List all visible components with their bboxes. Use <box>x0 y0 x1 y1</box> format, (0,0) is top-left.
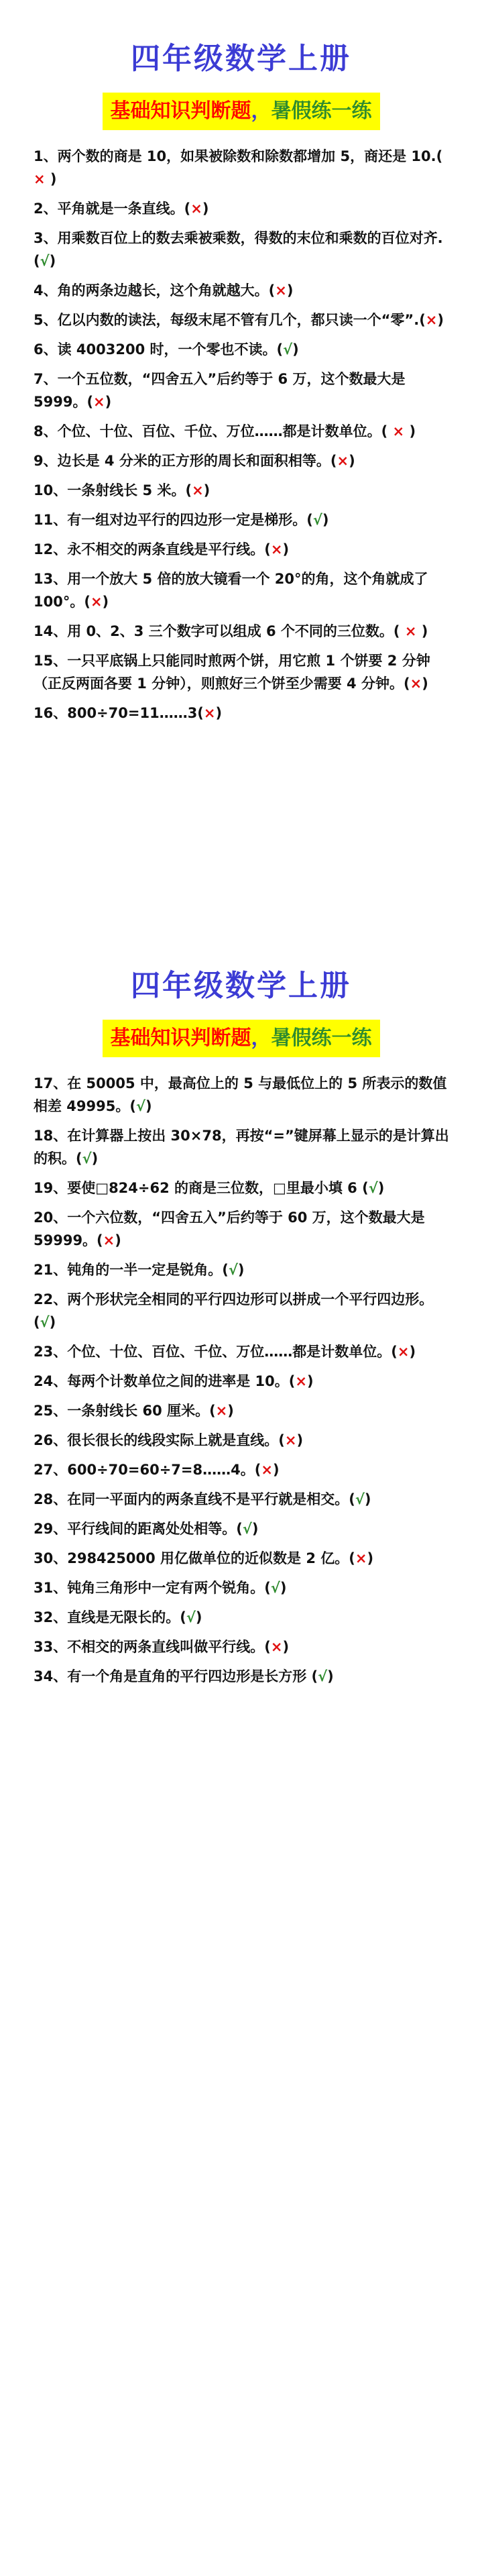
closing-paren: ) <box>306 1373 314 1389</box>
question-text: 16、800÷70=11……3( <box>34 705 204 721</box>
answer-cross-mark: × <box>93 394 105 410</box>
question-text: 32、直线是无限长的。( <box>34 1609 186 1625</box>
question-text: 7、一个五位数，“四舍五入”后约等于 6 万，这个数最大是 5999。( <box>34 371 406 410</box>
closing-paren: ) <box>195 1609 202 1625</box>
question-text: 10、一条射线长 5 米。( <box>34 482 192 498</box>
subtitle <box>103 1020 380 1057</box>
question-text: 3、用乘数百位上的数去乘被乘数，得数的末位和乘数的百位对齐.( <box>34 230 443 269</box>
question-item <box>34 1488 453 1511</box>
closing-paren: ) <box>421 623 428 639</box>
question-item <box>34 1429 453 1452</box>
answer-cross-mark: × <box>215 1403 228 1419</box>
subtitle-separator: ， <box>251 99 272 123</box>
closing-paren: ) <box>282 541 290 557</box>
closing-paren: ) <box>364 1491 371 1507</box>
answer-cross-mark: × <box>203 705 216 721</box>
answer-check-mark: √ <box>312 512 322 528</box>
answer-check-mark: √ <box>283 341 293 358</box>
question-text: 28、在同一平面内的两条直线不是平行就是相交。( <box>34 1491 355 1507</box>
question-item <box>34 1399 453 1422</box>
closing-paren: ) <box>349 453 355 469</box>
question-text: 21、钝角的一半一定是锐角。( <box>34 1262 229 1278</box>
closing-paren: ) <box>145 1098 152 1114</box>
question-text: 30、298425000 用亿做单位的近似数是 2 亿。( <box>34 1550 355 1566</box>
closing-paren: ) <box>105 394 112 410</box>
answer-check-mark: √ <box>355 1491 365 1507</box>
answer-check-mark: √ <box>318 1668 328 1684</box>
answer-check-mark: √ <box>40 1314 50 1330</box>
question-text: 20、一个六位数，“四舍五入”后约等于 60 万，这个数最大是 59999。( <box>34 1210 425 1248</box>
question-text: 5、亿以内数的读法，每级末尾不管有几个，都只读一个“零”.( <box>34 312 426 328</box>
answer-cross-mark: × <box>190 201 202 217</box>
question-item <box>34 1258 453 1281</box>
question-text: 2、平角就是一条直线。( <box>34 201 191 217</box>
answer-cross-mark: × <box>270 541 283 557</box>
answer-check-mark: √ <box>82 1150 92 1167</box>
answer-cross-mark: × <box>275 282 287 299</box>
closing-paren: ) <box>327 1668 334 1684</box>
question-text: 4、角的两条边越长，这个角就越大。( <box>34 282 276 299</box>
question-text: 29、平行线间的距离处处相等。( <box>34 1521 243 1537</box>
answer-check-mark: √ <box>228 1262 238 1278</box>
answer-cross-mark: × <box>34 171 50 187</box>
question-text: 26、很长很长的线段实际上就是直线。( <box>34 1432 285 1448</box>
question-text: 12、永不相交的两条直线是平行线。( <box>34 541 271 557</box>
question-text: 19、要使□824÷62 的商是三位数，□里最小填 6 ( <box>34 1180 369 1196</box>
closing-paren: ) <box>50 171 57 187</box>
question-text: 15、一只平底锅上只能同时煎两个饼，用它煎 1 个饼要 2 分钟（正反两面各要 1 分钟），则煎好三个饼至少需要 4 分钟。( <box>34 653 430 692</box>
closing-paren: ) <box>272 1462 280 1478</box>
answer-check-mark: √ <box>40 253 50 269</box>
question-text: 24、每两个计数单位之间的进率是 10。( <box>34 1373 296 1389</box>
answer-check-mark: √ <box>186 1609 196 1625</box>
question-item <box>34 197 453 220</box>
answer-check-mark: √ <box>135 1098 145 1114</box>
closing-paren: ) <box>367 1550 374 1566</box>
subtitle <box>103 93 380 130</box>
answer-cross-mark: × <box>90 594 103 610</box>
question-text: 13、用一个放大 5 倍的放大镜看一个 20°的角，这个角就成了 100°。( <box>34 571 428 610</box>
question-item <box>34 1072 453 1118</box>
question-item <box>34 1340 453 1363</box>
question-text: 23、个位、十位、百位、千位、万位……都是计数单位。( <box>34 1344 398 1360</box>
question-text: 27、600÷70=60÷7=8……4。( <box>34 1462 261 1478</box>
question-text: 18、在计算器上按出 30×78，再按“=”键屏幕上显示的是计算出的积。( <box>34 1128 449 1167</box>
question-item <box>34 649 453 695</box>
answer-cross-mark: × <box>337 453 349 469</box>
closing-paren: ) <box>409 1344 416 1360</box>
answer-cross-mark: × <box>400 623 422 639</box>
question-item <box>34 1576 453 1599</box>
closing-paren: ) <box>437 312 444 328</box>
question-item <box>34 1458 453 1481</box>
closing-paren: ) <box>215 705 223 721</box>
closing-paren: ) <box>237 1262 245 1278</box>
question-text: 31、钝角三角形中一定有两个锐角。( <box>34 1580 271 1596</box>
question-item <box>34 309 453 331</box>
question-text: 33、不相交的两条直线叫做平行线。( <box>34 1639 271 1655</box>
answer-cross-mark: × <box>387 423 410 439</box>
question-list <box>0 145 482 724</box>
question-item <box>34 227 453 272</box>
closing-paren: ) <box>422 676 428 692</box>
question-text: 6、读 4003200 时，一个零也不读。( <box>34 341 284 358</box>
worksheet-section-2 <box>0 966 482 1695</box>
closing-paren: ) <box>49 1314 56 1330</box>
question-item <box>34 145 453 191</box>
closing-paren: ) <box>251 1521 259 1537</box>
question-item <box>34 1177 453 1199</box>
question-item <box>34 449 453 472</box>
subtitle-part2: 暑假练一练 <box>271 1026 372 1050</box>
worksheet-title: 四年级数学上册 <box>131 969 351 1003</box>
answer-cross-mark: × <box>295 1373 307 1389</box>
worksheet-section-1 <box>0 39 482 731</box>
question-item <box>34 1124 453 1170</box>
question-item <box>34 1206 453 1252</box>
closing-paren: ) <box>280 1580 287 1596</box>
answer-cross-mark: × <box>397 1344 410 1360</box>
question-item <box>34 508 453 531</box>
closing-paren: ) <box>102 594 109 610</box>
answer-cross-mark: × <box>270 1639 283 1655</box>
question-item <box>34 1370 453 1393</box>
subtitle-part1: 基础知识判断题 <box>110 1026 251 1050</box>
answer-check-mark: √ <box>242 1521 252 1537</box>
question-item <box>34 420 453 443</box>
subtitle-banner <box>0 1020 482 1057</box>
question-text: 34、有一个角是直角的平行四边形是长方形 ( <box>34 1668 318 1684</box>
question-item <box>34 1288 453 1334</box>
answer-cross-mark: × <box>103 1232 115 1248</box>
question-item <box>34 1665 453 1688</box>
subtitle-banner <box>0 93 482 130</box>
question-list <box>0 1072 482 1688</box>
question-item <box>34 538 453 561</box>
subtitle-part2: 暑假练一练 <box>271 99 372 123</box>
closing-paren: ) <box>91 1150 99 1167</box>
question-text: 1、两个数的商是 10，如果被除数和除数都增加 5，商还是 10.( <box>34 148 443 164</box>
closing-paren: ) <box>322 512 329 528</box>
question-text: 11、有一组对边平行的四边形一定是梯形。( <box>34 512 313 528</box>
question-item <box>34 568 453 613</box>
closing-paren: ) <box>282 1639 290 1655</box>
subtitle-separator: ， <box>251 1026 272 1050</box>
answer-cross-mark: × <box>410 676 422 692</box>
closing-paren: ) <box>203 482 210 498</box>
answer-cross-mark: × <box>355 1550 367 1566</box>
answer-check-mark: √ <box>368 1180 378 1196</box>
question-item <box>34 279 453 302</box>
question-item <box>34 702 453 724</box>
closing-paren: ) <box>296 1432 304 1448</box>
worksheet-title: 四年级数学上册 <box>131 42 351 76</box>
question-text: 14、用 0、2、3 三个数字可以组成 6 个不同的三位数。( <box>34 623 400 639</box>
closing-paren: ) <box>227 1403 234 1419</box>
closing-paren: ) <box>49 253 56 269</box>
closing-paren: ) <box>377 1180 385 1196</box>
subtitle-part1: 基础知识判断题 <box>110 99 251 123</box>
question-text: 8、个位、十位、百位、千位、万位……都是计数单位。( <box>34 423 388 439</box>
closing-paren: ) <box>115 1232 121 1248</box>
closing-paren: ) <box>292 341 299 358</box>
question-item <box>34 1547 453 1570</box>
question-text: 17、在 50005 中，最高位上的 5 与最低位上的 5 所表示的数值相差 49995。( <box>34 1075 447 1114</box>
question-item <box>34 1606 453 1629</box>
question-item <box>34 368 453 413</box>
question-item <box>34 1635 453 1658</box>
question-text: 9、边长是 4 分米的正方形的周长和面积相等。( <box>34 453 337 469</box>
answer-check-mark: √ <box>270 1580 280 1596</box>
closing-paren: ) <box>202 201 209 217</box>
question-text: 22、两个形状完全相同的平行四边形可以拼成一个平行四边形。( <box>34 1291 434 1330</box>
answer-cross-mark: × <box>425 312 438 328</box>
question-item <box>34 620 453 643</box>
question-item <box>34 479 453 502</box>
answer-cross-mark: × <box>284 1432 297 1448</box>
closing-paren: ) <box>286 282 294 299</box>
closing-paren: ) <box>409 423 416 439</box>
answer-cross-mark: × <box>192 482 204 498</box>
question-item <box>34 1517 453 1540</box>
answer-cross-mark: × <box>261 1462 273 1478</box>
question-text: 25、一条射线长 60 厘米。( <box>34 1403 216 1419</box>
question-item <box>34 338 453 361</box>
